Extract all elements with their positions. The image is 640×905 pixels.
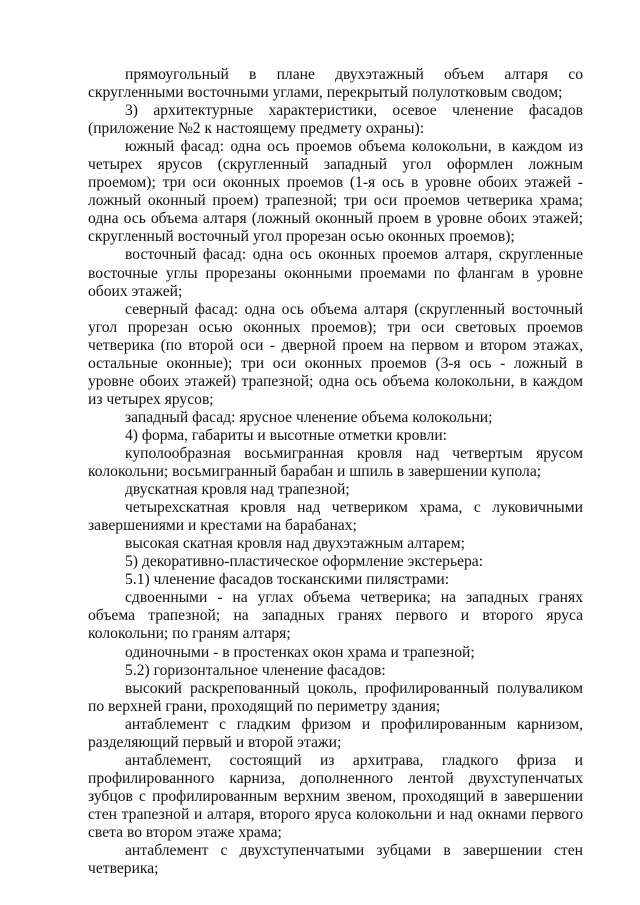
paragraph-entablature-walls: антаблемент, состоящий из архитрава, гладкого фриза и профилированного карниза, дополненного лентой двухступенчатых зубцов с профилированным верхним звеном, проходящий в завершении стен трапезной и алтаря, второго яруса колокольни и над окнами первого света во втором этаже храма; — [88, 751, 583, 841]
paragraph-pilasters-heading: 5.1) членение фасадов тосканскими пилястрами: — [125, 571, 450, 589]
paragraph-north-facade: северный фасад: одна ось объема алтаря (скругленный восточный угол прорезан осью оконных проемов); три оси световых проемов четверика (по второй оси - дверной проем на первом и втором этажах, остальные оконные); три оси оконных проемов (3-я ось - ложный в уровне обоих этажей) трапезной; одна ось объема колокольни, в каждом из четырех ярусов; — [88, 300, 583, 408]
document-body — [88, 66, 583, 878]
paragraph-altar-volume: прямоугольный в плане двухэтажный объем алтаря со скругленными восточными углами, перекрытый полулотковым сводом; — [88, 66, 583, 102]
paragraph-gable-roof: двускатная кровля над трапезной; — [125, 481, 350, 499]
paragraph-architectural-characteristics: 3) архитектурные характеристики, осевое членение фасадов (приложение №2 к настоящему предмету охраны): — [88, 102, 583, 138]
paragraph-hip-roof: четырехскатная кровля над четвериком храма, с луковичными завершениями и крестами на барабанах; — [88, 499, 583, 535]
paragraph-dome-roof: куполообразная восьмигранная кровля над четвертым ярусом колокольни; восьмигранный барабан и шпиль в завершении купола; — [88, 444, 583, 481]
paragraph-plinth: высокий раскрепованный цоколь, профилированный полуваликом по верхней грани, проходящий по периметру здания; — [88, 679, 583, 715]
paragraph-west-facade: западный фасад: ярусное членение объема колокольни; — [125, 408, 493, 426]
paragraph-paired-pilasters: сдвоенными - на углах объема четверика; на западных гранях объема трапезной; на западных гранях первого и второго яруса колокольни; по граням алтаря; — [88, 589, 583, 643]
paragraph-single-pilasters: одиночными - в простенках окон храма и трапезной; — [125, 643, 475, 661]
paragraph-decoration-heading: 5) декоративно-пластическое оформление экстерьера: — [125, 553, 484, 571]
paragraph-entablature-quadrangle: антаблемент с двухступенчатыми зубцами в завершении стен четверика; — [88, 842, 583, 878]
paragraph-horizontal-division-heading: 5.2) горизонтальное членение фасадов: — [125, 661, 386, 679]
paragraph-altar-roof: высокая скатная кровля над двухэтажным алтарем; — [125, 535, 465, 553]
paragraph-east-facade: восточный фасад: одна ось оконных проемов алтаря, скругленные восточные углы прорезаны оконными проемами по флангам в уровне обоих этажей; — [88, 246, 583, 300]
paragraph-roof-heading: 4) форма, габариты и высотные отметки кровли: — [125, 426, 448, 444]
paragraph-south-facade: южный фасад: одна ось проемов объема колокольни, в каждом из четырех ярусов (скругленный западный угол оформлен ложным проемом); три оси оконных проемов (1-я ось в уровне обоих этажей - ложный оконный проем) трапезной; три оси проемов четверика храма; одна ось объема алтаря (ложный оконный проем в уровне обоих этажей; скругленный восточный угол прорезан осью оконных проемов); — [88, 138, 583, 246]
paragraph-entablature-floors: антаблемент с гладким фризом и профилированным карнизом, разделяющий первый и второй этажи; — [88, 715, 583, 751]
